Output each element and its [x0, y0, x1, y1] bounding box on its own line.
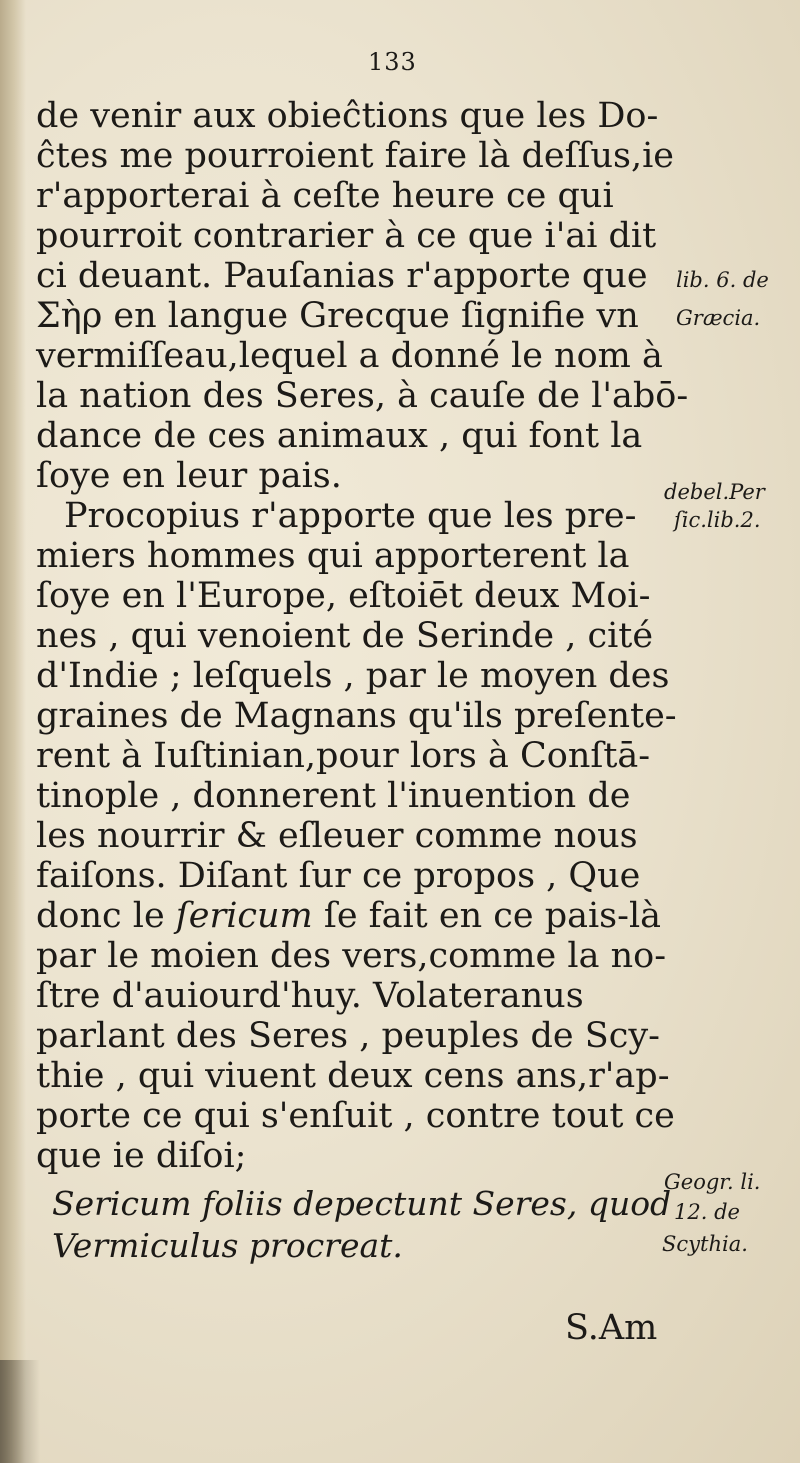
margin-note: Geogr. li. [664, 1170, 761, 1194]
italic-term: ſericum [175, 896, 313, 936]
text-line: ci deuant. Pauſanias r'apporte que [36, 256, 648, 296]
catchword: S.Am [565, 1308, 658, 1348]
text-line: la nation des Seres, à cauſe de l'abō- [36, 376, 689, 416]
text-line [36, 896, 661, 936]
text-line: pourroit contrarier à ce que i'ai dit [36, 216, 657, 256]
text-line: ſtre d'auiourd'huy. Volateranus [36, 976, 584, 1016]
text-line: Σὴρ en langue Grecque ſignifie vn [36, 296, 639, 336]
text-line: tinople , donnerent l'inuention de [36, 776, 631, 816]
margin-note: Scythia. [662, 1232, 748, 1256]
latin-quotation-line: Sericum foliis depectunt Seres, quod [52, 1184, 672, 1223]
text-run: donc le [36, 896, 165, 936]
text-line: les nourrir & eſleuer comme nous [36, 816, 638, 856]
text-line: par le moien des vers,comme la no- [36, 936, 667, 976]
text-line: miers hommes qui apporterent la [36, 536, 630, 576]
text-line: graines de Magnans qu'ils preſente- [36, 696, 677, 736]
text-line: d'Indie ; leſquels , par le moyen des [36, 656, 670, 696]
text-line: ſoye en leur pais. [36, 456, 342, 496]
text-line: que ie diſoi; [36, 1136, 247, 1176]
margin-note: ſic.lib.2. [674, 508, 761, 532]
text-line: dance de ces animaux , qui font la [36, 416, 643, 456]
text-line: vermiſſeau,lequel a donné le nom à [36, 336, 663, 376]
text-line: parlant des Seres , peuples de Scy- [36, 1016, 660, 1056]
text-line: r'apporterai à ceſte heure ce qui [36, 176, 614, 216]
text-run: ſe fait en ce pais-là [323, 896, 662, 936]
latin-quotation-line: Vermiculus procreat. [52, 1226, 403, 1265]
text-line: ĉtes me pourroient faire là deſſus,ie [36, 136, 675, 176]
margin-note: Græcia. [676, 306, 761, 330]
text-line: porte ce qui s'enſuit , contre tout ce [36, 1096, 675, 1136]
text-line: faiſons. Diſant ſur ce propos , Que [36, 856, 641, 896]
text-line: Procopius r'apporte que les pre- [64, 496, 637, 536]
text-line: de venir aux obieĉtions que les Do- [36, 96, 659, 136]
text-line: nes , qui venoient de Serinde , cité [36, 616, 654, 656]
text-line: ſoye en l'Europe, eſtoiēt deux Moi- [36, 576, 651, 616]
margin-note: 12. de [674, 1200, 740, 1224]
page-number: 133 [368, 48, 417, 76]
text-line: rent à Iuſtinian,pour lors à Conſtā- [36, 736, 651, 776]
text-line: thie , qui viuent deux cens ans,r'ap- [36, 1056, 670, 1096]
margin-note: lib. 6. de [676, 268, 769, 292]
margin-note: debel.Per [664, 480, 765, 504]
